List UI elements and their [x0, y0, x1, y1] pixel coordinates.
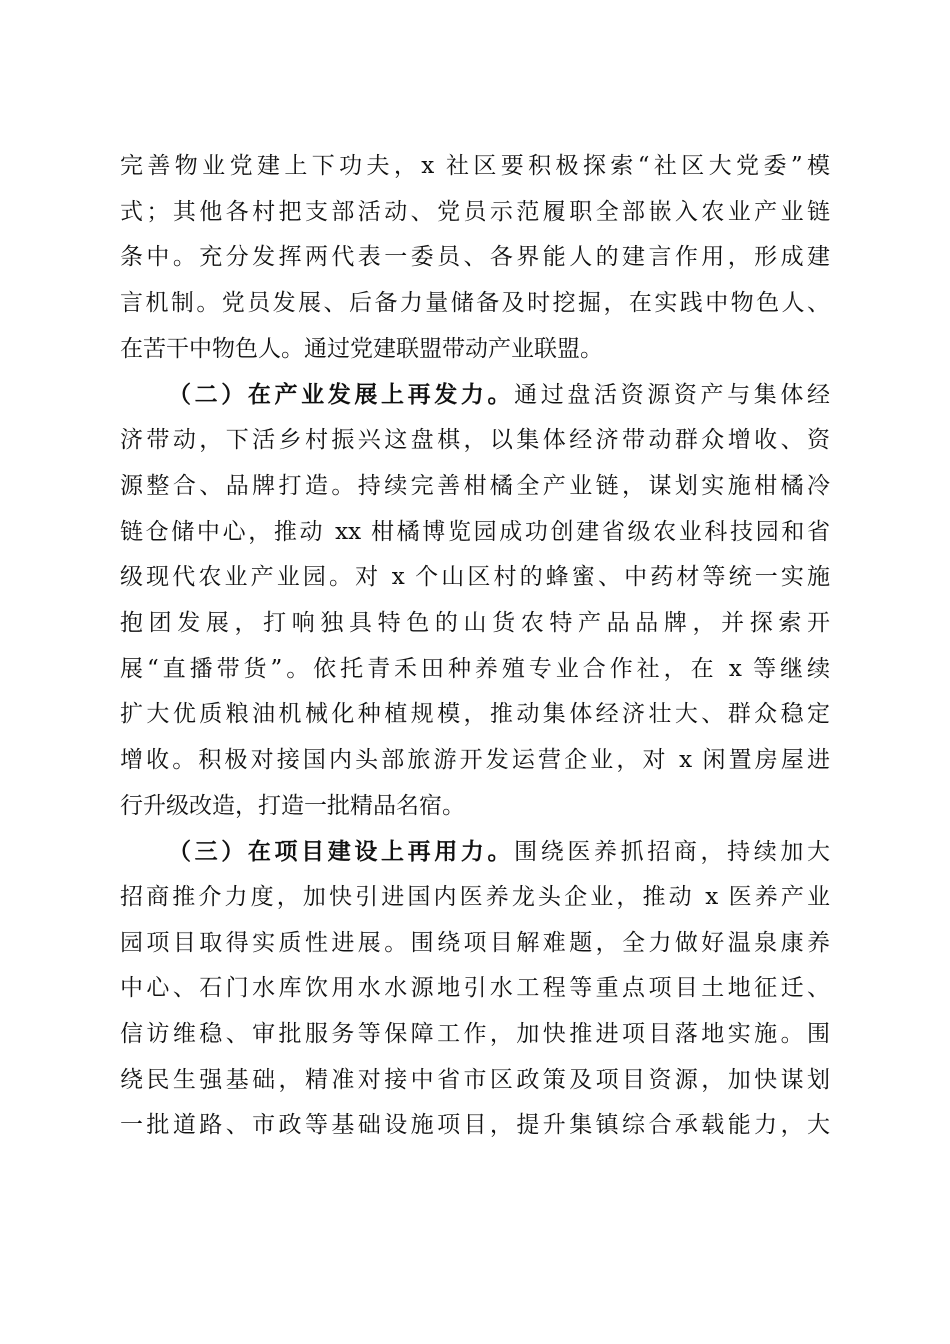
text-line: 言机制。党员发展、后备力量储备及时挖掘，在实践中物色人、 [120, 290, 830, 317]
text-line: 级现代农业产业园。对 x 个山区村的蜂蜜、中药材等统一实施 [120, 564, 830, 591]
text-line: 信访维稳、审批服务等保障工作，加快推进项目落地实施。围 [120, 1021, 830, 1048]
text-line [120, 829, 830, 875]
text-line: 济带动，下活乡村振兴这盘棋，以集体经济带动群众增收、资 [120, 427, 830, 454]
document-body [120, 144, 830, 1149]
text-line: 源整合、品牌打造。持续完善柑橘全产业链，谋划实施柑橘冷 [120, 472, 830, 499]
text-line: 招商推介力度，加快引进国内医养龙头企业，推动 x 医养产业 [120, 884, 830, 910]
text-run: 围绕医养抓招商，持续加大 [514, 839, 830, 866]
text-line: 抱团发展，打响独具特色的山货农特产品品牌，并探索开 [120, 609, 830, 636]
text-line: 完善物业党建上下功夫，x 社区要积极探索“社区大党委”模 [120, 153, 830, 179]
text-line: 绕民生强基础，精准对接中省市区政策及项目资源，加快谋划 [120, 1066, 830, 1093]
text-run: 通过盘活资源资产与集体经 [514, 382, 830, 409]
text-line: 扩大优质粮油机械化种植规模，推动集体经济壮大、群众稳定 [120, 701, 830, 728]
section-heading-industry: （二）在产业发展上再发力。 [168, 381, 515, 409]
text-line: 展“直播带货”。依托青禾田种养殖专业合作社，在 x 等继续 [120, 655, 830, 682]
text-line: 园项目取得实质性进展。围绕项目解难题，全力做好温泉康养 [120, 929, 830, 956]
text-line: 一批道路、市政等基础设施项目，提升集镇综合承载能力，大 [120, 1112, 830, 1139]
text-line: 在苦干中物色人。通过党建联盟带动产业联盟。 [120, 335, 603, 362]
text-line: 增收。积极对接国内头部旅游开发运营企业，对 x 闲置房屋进 [120, 746, 830, 773]
paragraph-party-building [120, 144, 830, 372]
section-heading-projects: （三）在项目建设上再用力。 [168, 838, 515, 866]
paragraph-industry-development [120, 372, 830, 829]
text-line [120, 372, 830, 418]
paragraph-project-construction [120, 829, 830, 1149]
text-line: 式；其他各村把支部活动、党员示范履职全部嵌入农业产业链 [120, 198, 830, 225]
text-line: 中心、石门水库饮用水水源地引水工程等重点项目土地征迁、 [120, 975, 830, 1002]
text-line: 条中。充分发挥两代表一委员、各界能人的建言作用，形成建 [120, 244, 830, 271]
text-line: 行升级改造，打造一批精品名宿。 [120, 792, 465, 819]
text-line: 链仓储中心，推动 xx 柑橘博览园成功创建省级农业科技园和省 [120, 518, 830, 545]
